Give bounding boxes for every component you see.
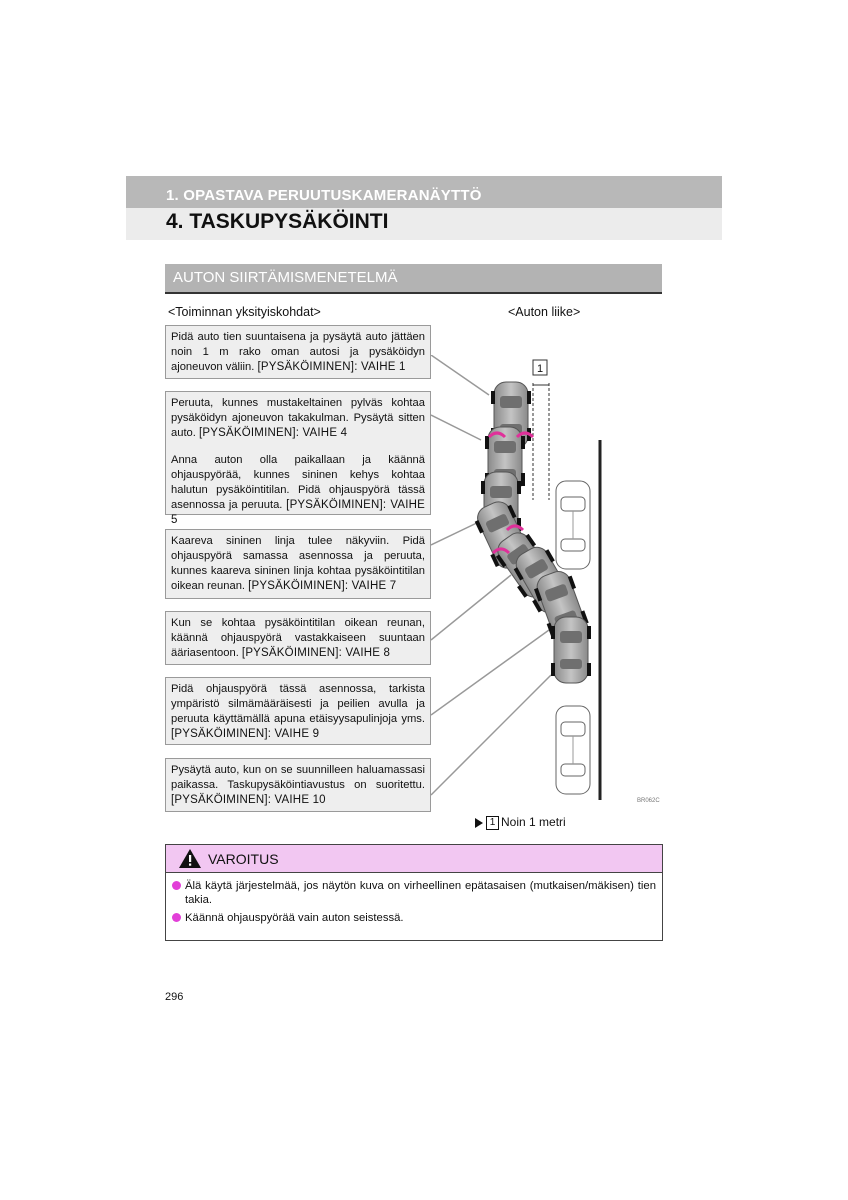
step-ref: [PYSÄKÖIMINEN]: VAIHE 7 [248, 580, 397, 592]
step-text: Kun se kohtaa pysäköintitilan oikean reunan, käännä ohjauspyörä vastakkaiseen suuntaan ääriasentoon. [171, 617, 425, 659]
distance-marker [533, 360, 549, 500]
legend [475, 814, 566, 830]
step-box-6 [165, 758, 431, 812]
warning-icon [178, 848, 202, 869]
step-ref: [PYSÄKÖIMINEN]: VAIHE 4 [199, 427, 348, 439]
step-box-2 [165, 391, 431, 526]
step-text: Peruuta, kunnes mustakeltainen pylväs kohtaa pysäköidyn ajoneuvon takakulman. Pysäytä sitten auto. [171, 397, 425, 439]
section-bar [165, 264, 662, 294]
step-text: Pysäytä auto, kun on se suunnilleen haluamassasi paikassa. Taskupysäköintiavustus on suoritettu. [171, 764, 425, 791]
step-ref: [PYSÄKÖIMINEN]: VAIHE 9 [171, 728, 320, 740]
arrow-right-icon [475, 818, 483, 828]
step-text: Pidä auto tien suuntaisena ja pysäytä auto jättäen noin 1 m rako oman autosi ja pysäköidyn ajoneuvon väliin. [171, 331, 425, 373]
diagram-marker-label: 1 [536, 363, 544, 375]
warning-item-text: Käännä ohjauspyörää vain auton seistessä. [185, 912, 404, 924]
page-title: 4. TASKUPYSÄKÖINTI [166, 210, 389, 233]
step-ref: [PYSÄKÖIMINEN]: VAIHE 1 [257, 361, 406, 373]
legend-text: Noin 1 metri [501, 815, 566, 829]
left-column-heading: <Toiminnan yksityiskohdat> [168, 305, 321, 319]
bullet-icon [172, 913, 181, 922]
step-box-1 [165, 325, 431, 379]
title-bar [126, 208, 722, 240]
chapter-bar [126, 176, 722, 208]
chapter-title: 1. OPASTAVA PERUUTUSKAMERANÄYTTÖ [166, 187, 482, 204]
page-number: 296 [165, 991, 184, 1003]
warning-box [165, 844, 663, 941]
legend-marker: 1 [486, 816, 499, 830]
warning-item [172, 911, 656, 925]
warning-title: VAROITUS [208, 851, 279, 867]
step-box-4 [165, 611, 431, 665]
step-ref: [PYSÄKÖIMINEN]: VAIHE 10 [171, 794, 326, 806]
warning-body [166, 873, 662, 925]
warning-item-text: Älä käytä järjestelmää, jos näytön kuva on virheellinen epätasaisen (mutkaisen/mäkisen) tien takia. [185, 880, 656, 906]
step-ref: [PYSÄKÖIMINEN]: VAIHE 8 [241, 647, 391, 659]
step-text: Kaareva sininen linja tulee näkyviin. Pidä ohjauspyörä samassa asennossa ja peruuta, kunnes kaareva sininen linja kohtaa pysäköintitilan oikean reunan. [171, 535, 425, 592]
warning-item [172, 879, 656, 907]
bullet-icon [172, 881, 181, 890]
right-column-heading: <Auton liike> [508, 305, 581, 319]
step-text: Anna auton olla paikallaan ja käännä ohjauspyörää, kunnes sininen kehys kohtaa halutun pysäköintitilan. Pidä ohjauspyörä tässä asennossa ja peruuta. [171, 454, 425, 511]
warning-header [166, 845, 662, 873]
car-movement-diagram [431, 355, 671, 815]
step-ref: [PYSÄKÖIMINEN]: VAIHE 5 [171, 499, 426, 526]
section-title: AUTON SIIRTÄMISMENETELMÄ [173, 269, 398, 286]
step-box-3 [165, 529, 431, 599]
step-text: Pidä ohjauspyörä tässä asennossa, tarkista ympäristö silmämääräisesti ja peilien avulla ja peruuta käyttämällä apuna etäisyysapulinjoja yms. [171, 683, 425, 725]
figure-code: BR062C [637, 798, 660, 804]
step-box-5 [165, 677, 431, 745]
